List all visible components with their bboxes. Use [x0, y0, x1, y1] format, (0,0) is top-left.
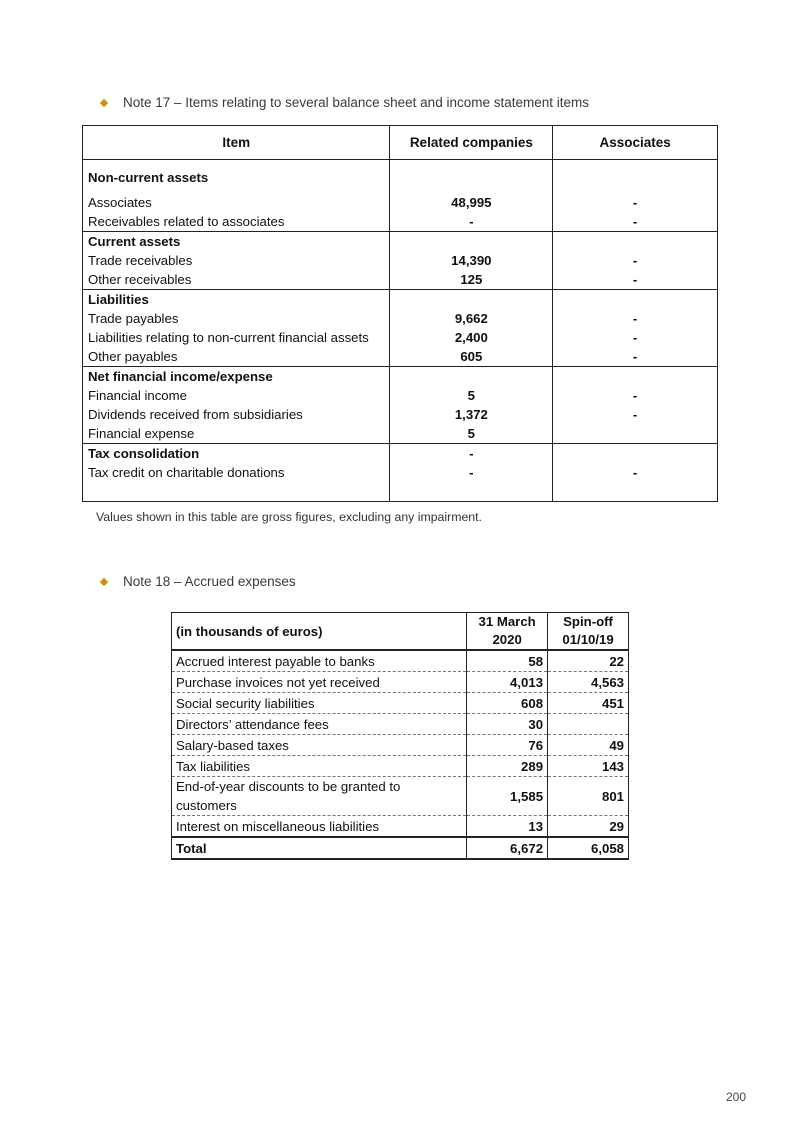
header-line: 2020 — [492, 632, 522, 647]
group-liabilities — [83, 290, 718, 367]
row-label: Directors’ attendance fees — [172, 714, 467, 735]
row-label: Social security liabilities — [172, 693, 467, 714]
table-row — [172, 735, 629, 756]
row-related: 605 — [390, 347, 553, 367]
table-row — [83, 251, 718, 270]
row-value-2020: 289 — [467, 756, 548, 777]
header-line: 31 March — [478, 614, 536, 629]
header-31-march-2020 — [467, 613, 548, 651]
row-label: Other payables — [83, 347, 390, 367]
note18-heading — [100, 574, 296, 589]
row-label: Financial expense — [83, 424, 390, 444]
row-value-2020: 58 — [467, 650, 548, 672]
total-label: Total — [172, 837, 467, 859]
row-associates: - — [553, 347, 718, 367]
col-header-item: Item — [83, 126, 390, 160]
group-title: Net financial income/expense — [83, 367, 390, 387]
col-header-associates: Associates — [553, 126, 718, 160]
row-value-spinoff: 29 — [548, 816, 629, 838]
row-associates: - — [553, 386, 718, 405]
group-net-financial — [83, 367, 718, 444]
row-label: Tax credit on charitable donations — [83, 463, 390, 502]
group-title: Current assets — [83, 232, 390, 252]
row-related: 5 — [390, 424, 553, 444]
row-related: 1,372 — [390, 405, 553, 424]
group-current-assets — [83, 232, 718, 290]
row-label: End-of-year discounts to be granted to customers — [172, 777, 467, 816]
group-title: Non-current assets — [83, 160, 390, 194]
row-value-spinoff — [548, 714, 629, 735]
header-spin-off — [548, 613, 629, 651]
row-label: Receivables related to associates — [83, 212, 390, 232]
row-associates: - — [553, 193, 718, 212]
row-related: 14,390 — [390, 251, 553, 270]
table-row — [83, 270, 718, 290]
row-associates: - — [553, 212, 718, 232]
row-label: Accrued interest payable to banks — [172, 650, 467, 672]
table-row — [172, 693, 629, 714]
table-row — [83, 193, 718, 212]
total-value-2020: 6,672 — [467, 837, 548, 859]
group-title-related: - — [390, 444, 553, 464]
group-non-current-assets — [83, 160, 718, 232]
table-row — [172, 672, 629, 693]
diamond-bullet-icon — [100, 577, 108, 585]
table-row — [83, 309, 718, 328]
note18-table — [171, 612, 629, 860]
row-value-2020: 13 — [467, 816, 548, 838]
row-related: 5 — [390, 386, 553, 405]
row-associates — [553, 424, 718, 444]
row-label: Trade payables — [83, 309, 390, 328]
row-related: 48,995 — [390, 193, 553, 212]
row-associates: - — [553, 405, 718, 424]
row-associates: - — [553, 309, 718, 328]
table-row — [83, 328, 718, 347]
total-value-spinoff: 6,058 — [548, 837, 629, 859]
row-value-2020: 608 — [467, 693, 548, 714]
table-row — [172, 650, 629, 672]
row-label: Associates — [83, 193, 390, 212]
row-label: Salary-based taxes — [172, 735, 467, 756]
row-label: Purchase invoices not yet received — [172, 672, 467, 693]
row-related: 125 — [390, 270, 553, 290]
row-related: - — [390, 463, 553, 502]
row-label: Other receivables — [83, 270, 390, 290]
row-related: 9,662 — [390, 309, 553, 328]
row-label: Trade receivables — [83, 251, 390, 270]
diamond-bullet-icon — [100, 98, 108, 106]
total-row — [172, 837, 629, 859]
row-value-spinoff: 22 — [548, 650, 629, 672]
table-row — [83, 463, 718, 502]
table-row — [83, 347, 718, 367]
row-associates: - — [553, 270, 718, 290]
row-value-2020: 4,013 — [467, 672, 548, 693]
row-label: Financial income — [83, 386, 390, 405]
note17-table — [82, 125, 718, 502]
row-value-2020: 30 — [467, 714, 548, 735]
row-value-spinoff: 143 — [548, 756, 629, 777]
row-value-2020: 76 — [467, 735, 548, 756]
row-associates: - — [553, 251, 718, 270]
note17-heading — [100, 95, 589, 110]
row-label: Tax liabilities — [172, 756, 467, 777]
page-number: 200 — [725, 1090, 746, 1104]
row-label: Liabilities relating to non-current financial assets — [83, 328, 390, 347]
header-units: (in thousands of euros) — [172, 613, 467, 651]
row-related: - — [390, 212, 553, 232]
note17-title: Note 17 – Items relating to several balance sheet and income statement items — [123, 95, 590, 110]
table-row — [172, 777, 629, 816]
note18-title: Note 18 – Accrued expenses — [123, 574, 296, 589]
table-row — [172, 714, 629, 735]
row-label: Dividends received from subsidiaries — [83, 405, 390, 424]
col-header-related: Related companies — [390, 126, 553, 160]
table-row — [83, 405, 718, 424]
table-row — [172, 816, 629, 838]
row-value-spinoff: 451 — [548, 693, 629, 714]
row-value-2020: 1,585 — [467, 777, 548, 816]
group-title: Tax consolidation — [83, 444, 390, 464]
group-title: Liabilities — [83, 290, 390, 310]
row-associates: - — [553, 328, 718, 347]
note17-footnote: Values shown in this table are gross figures, excluding any impairment. — [96, 510, 482, 524]
table-row — [83, 424, 718, 444]
row-related: 2,400 — [390, 328, 553, 347]
table-row — [83, 212, 718, 232]
header-line: 01/10/19 — [562, 632, 614, 647]
row-associates: - — [553, 463, 718, 502]
row-value-spinoff: 49 — [548, 735, 629, 756]
table-row — [172, 756, 629, 777]
group-tax-consolidation — [83, 444, 718, 502]
header-line: Spin-off — [563, 614, 613, 629]
table-row — [83, 386, 718, 405]
row-value-spinoff: 801 — [548, 777, 629, 816]
row-value-spinoff: 4,563 — [548, 672, 629, 693]
row-label: Interest on miscellaneous liabilities — [172, 816, 467, 838]
